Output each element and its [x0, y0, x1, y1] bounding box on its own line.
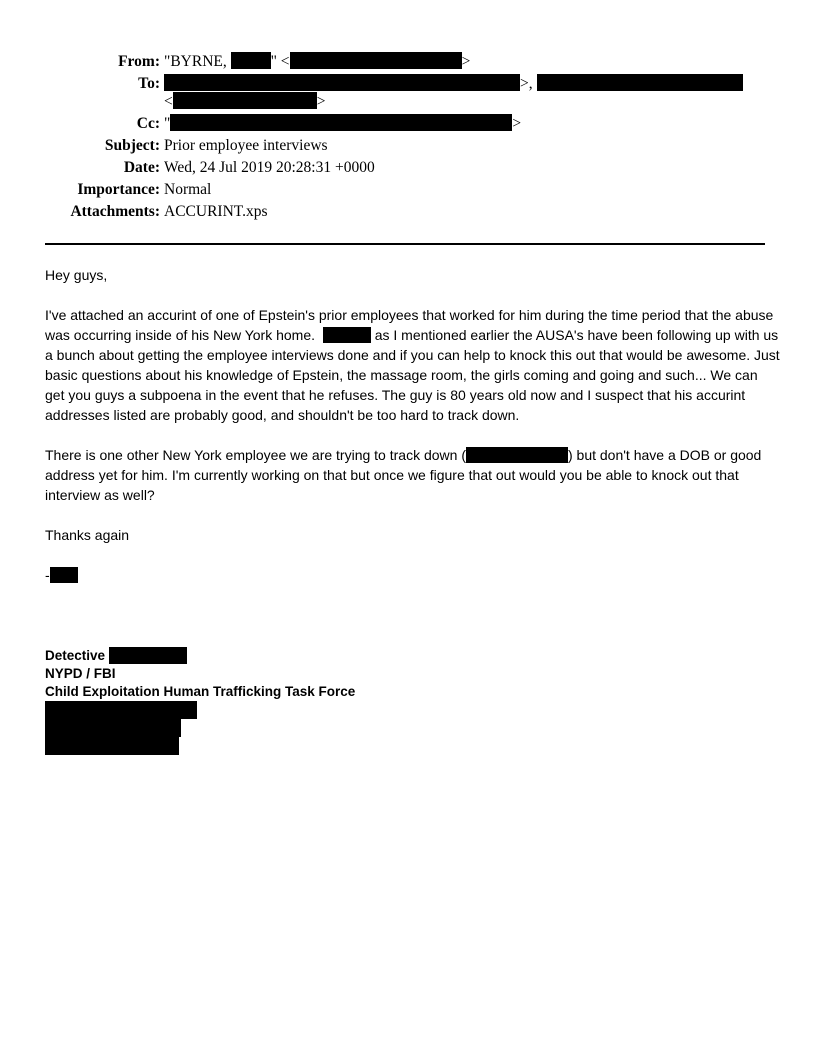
redaction-block [45, 701, 197, 719]
redaction-block [173, 92, 317, 109]
redaction-block [45, 737, 179, 755]
from-value: "BYRNE, " < > [164, 53, 471, 70]
signature-title-line: Detective [45, 647, 355, 665]
redaction-block [231, 52, 271, 69]
date-label: Date: [123, 159, 160, 176]
redaction-block [50, 567, 78, 583]
importance-value: Normal [164, 181, 212, 198]
to-value: >, [164, 74, 743, 94]
email-body [45, 265, 780, 605]
subject-label: Subject: [104, 137, 160, 154]
signature-unit: Child Exploitation Human Trafficking Task Force [45, 684, 356, 699]
attachments-label: Attachments: [70, 203, 160, 220]
from-row [0, 52, 816, 72]
body-paragraph-1: I've attached an accurint of one of Epstein's prior employees that worked for him during the time period that the abuse was occurring inside of his New York home. as I mentioned earlier the AUSA's have been following up with us a bunch about getting the employee interviews done and if you can help to knock this out that would be awesome. Just basic questions about his knowledge of Epstein, the massage room, the girls coming and going and such... We can get you guys a subpoena in the event that he refuses. The guy is 80 years old now and I suspect that his accurint addresses listed are probably good, and shouldn't be too hard to track down. [45, 307, 780, 423]
cc-value: " > [164, 115, 522, 132]
importance-label: Importance: [77, 181, 160, 198]
subject-row [0, 136, 816, 156]
attachment-file: ACCURINT.xps [164, 203, 268, 220]
redaction-block [164, 74, 520, 91]
redaction-block [290, 52, 462, 69]
importance-row [0, 180, 816, 200]
redaction-block [170, 114, 512, 131]
from-label: From: [118, 53, 160, 70]
signature-org: NYPD / FBI [45, 666, 116, 681]
subject-value: Prior employee interviews [164, 137, 328, 154]
signature [45, 647, 355, 701]
to-label: To: [138, 75, 160, 92]
to-row [0, 74, 816, 94]
date-row [0, 158, 816, 178]
attachments-row [0, 202, 816, 222]
redaction-block [45, 719, 181, 737]
date-value: Wed, 24 Jul 2019 20:28:31 +0000 [164, 159, 375, 176]
to-row-cont [0, 92, 816, 112]
redaction-block [466, 447, 568, 463]
cc-label: Cc: [136, 115, 160, 132]
closing-thanks: Thanks again [45, 527, 130, 543]
cc-row [0, 114, 816, 134]
to-value-cont: < > [164, 93, 326, 110]
redaction-block [109, 647, 187, 664]
sender-initial: - [45, 565, 780, 585]
redaction-block [323, 327, 371, 343]
header-divider [45, 243, 765, 245]
greeting: Hey guys, [45, 267, 108, 283]
redaction-block [537, 74, 743, 91]
body-paragraph-2: There is one other New York employee we are trying to track down ( ) but don't have a DOB or good address yet for him. I'm currently working on that but once we figure that out would you be able to knock out that interview as well? [45, 447, 762, 503]
